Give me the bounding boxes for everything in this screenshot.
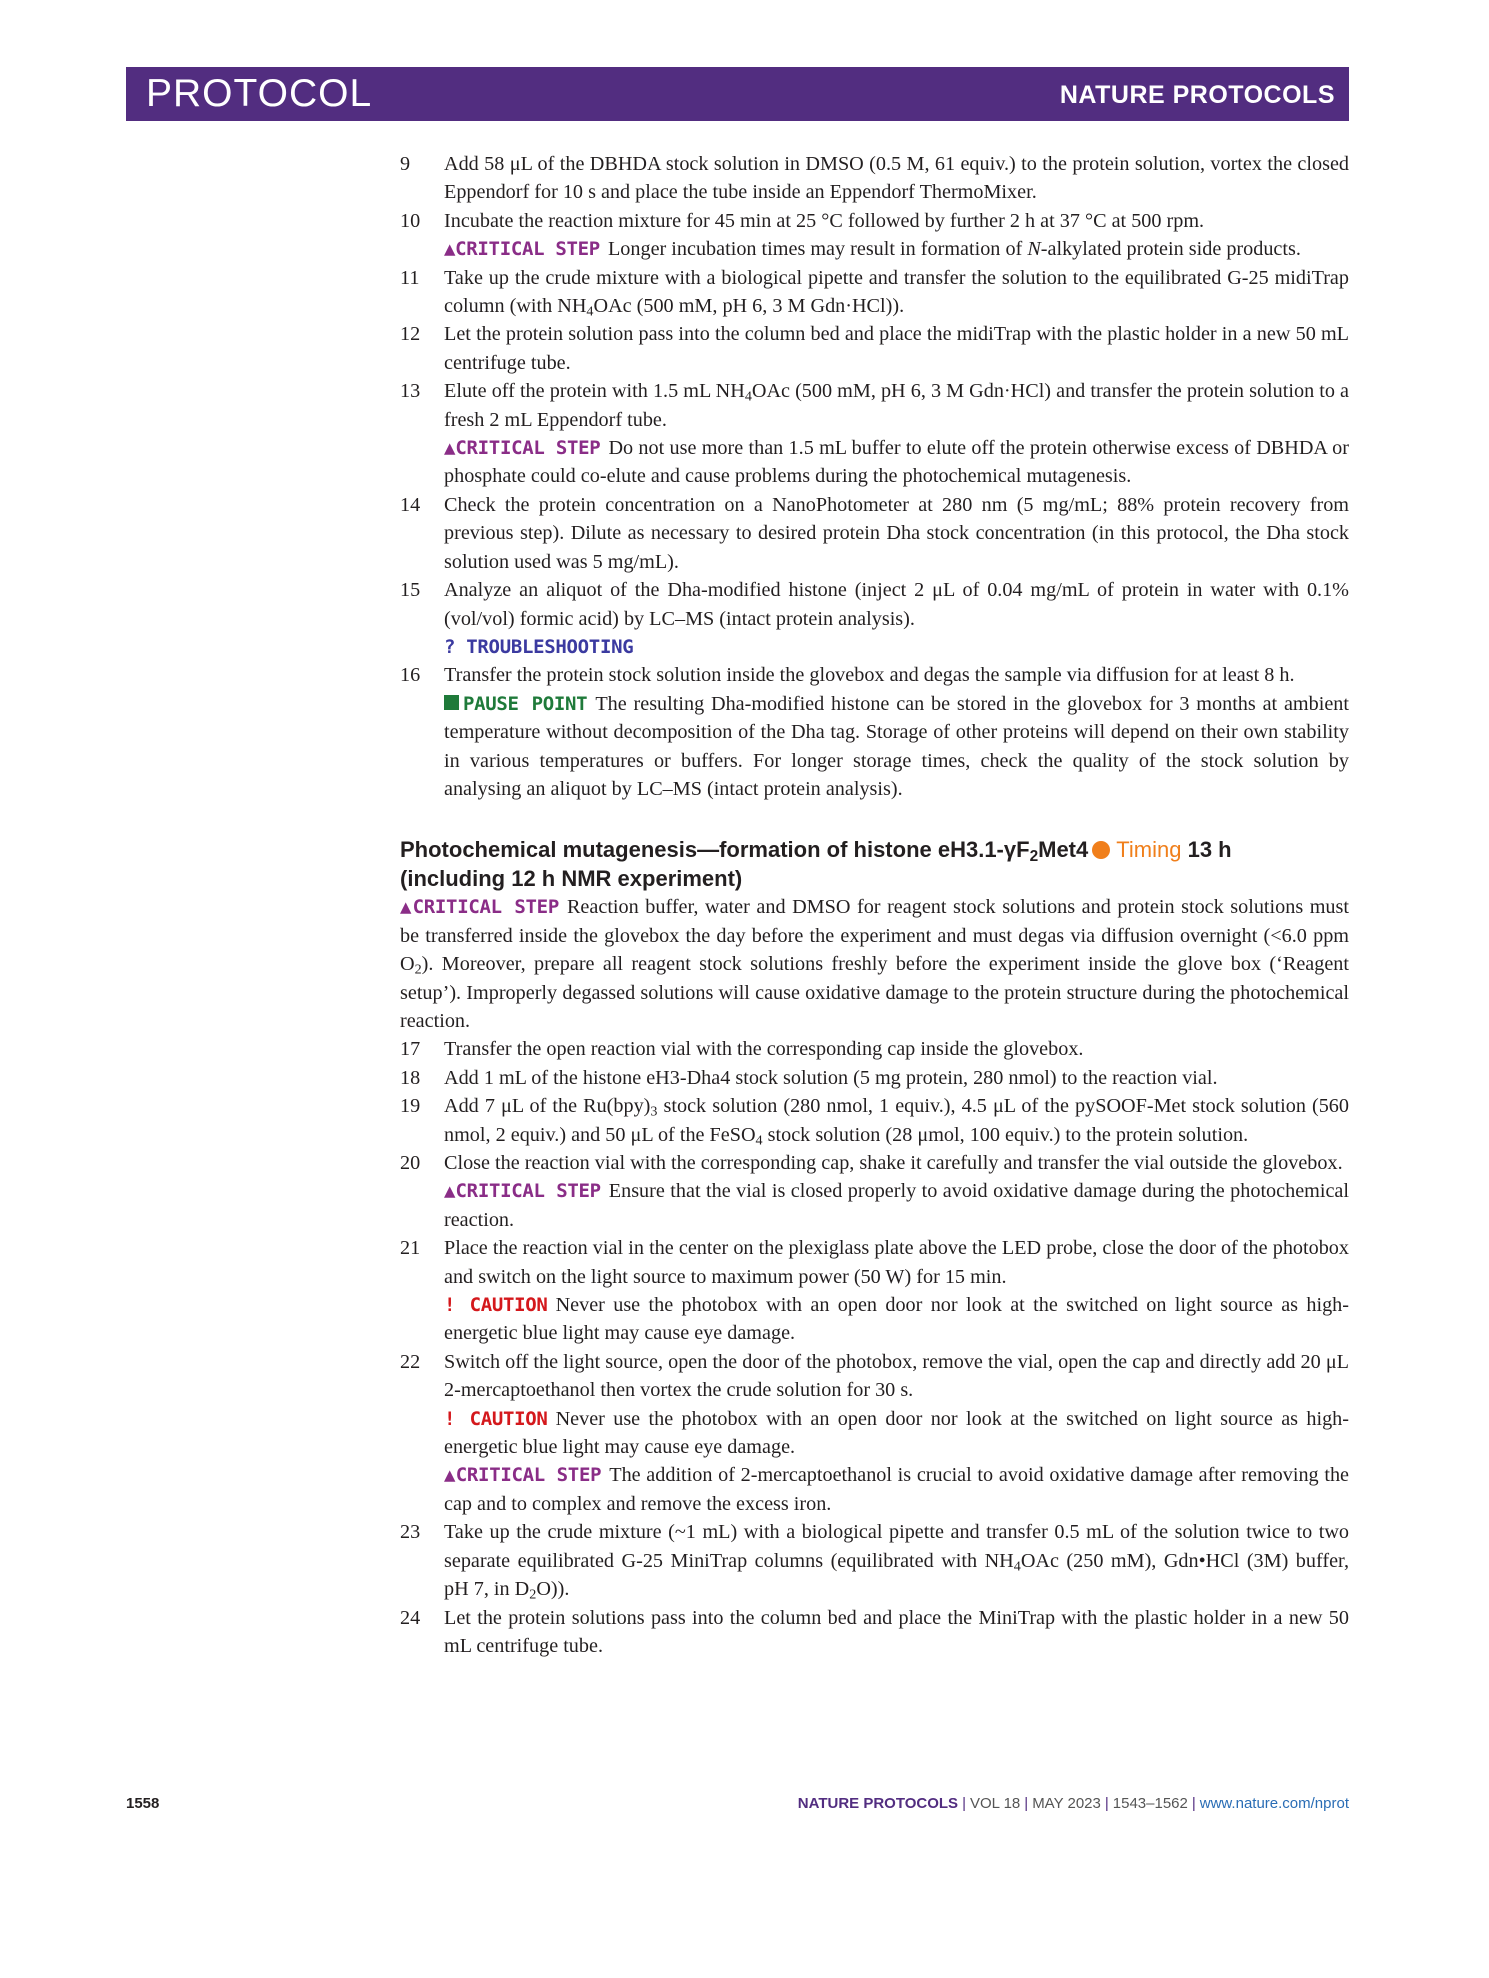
pause-point-note: PAUSE POINT The resulting Dha-modified histone can be stored in the glovebox for 3 months at ambient temperature without decomposition of the Dha tag. Storage of other proteins will depend on their own stability in various temperatures or buffers. For longer storage times, check the quality of the stock solution by analysing an aliquot by LC–MS (intact protein analysis).	[444, 692, 1349, 800]
step-number: 24	[400, 1606, 421, 1629]
footer-date: MAY 2023	[1032, 1795, 1101, 1812]
step-11: 11 Take up the crude mixture with a biological pipette and transfer the solution to the equilibrated G-25 midiTrap column (with $NH_4OAc$ (500 mM, pH 6, 3 M Gdn·HCl)).	[400, 264, 1349, 321]
step-15	[400, 576, 1349, 633]
caution-tag: ! CAUTION	[444, 1407, 548, 1430]
step-9	[400, 150, 1349, 207]
footer-volume: VOL 18	[969, 1795, 1021, 1812]
footer-url-link[interactable]: www.nature.com/nprot	[1199, 1795, 1349, 1812]
header-banner	[126, 67, 1349, 121]
header-protocol-label: PROTOCOL	[146, 72, 373, 115]
critical-step-tag: ▲CRITICAL STEP	[444, 1464, 602, 1487]
section-heading-line2: (including 12 h NMR experiment)	[400, 866, 743, 892]
pause-square-icon	[444, 695, 459, 710]
step-number: 14	[400, 493, 421, 516]
step-text: Incubate the reaction mixture for 45 min at 25 °C followed by further 2 h at 37 °C at 500 rpm.	[444, 209, 1205, 232]
critical-step-note: ▲CRITICAL STEP Do not use more than 1.5 mL buffer to elute off the protein otherwise excess of DBHDA or phosphate could co-elute and cause problems during the photochemical mutagenesis.	[444, 437, 1349, 488]
critical-step-tag: ▲CRITICAL STEP	[400, 896, 559, 919]
step-number: 19	[400, 1095, 421, 1118]
step-number: 12	[400, 323, 421, 346]
step-text: Place the reaction vial in the center on the plexiglass plate above the LED probe, close the door of the photobox and switch on the light source to maximum power (50 W) for 15 min.	[444, 1237, 1349, 1288]
page-number: 1558	[126, 1795, 160, 1812]
critical-step-note: ▲CRITICAL STEP Longer incubation times may result in formation of N-alkylated protein side products.	[444, 238, 1301, 261]
step-14	[400, 491, 1349, 576]
pause-point-tag: PAUSE POINT	[463, 692, 588, 715]
step-22	[400, 1348, 1349, 1405]
page-footer	[126, 1795, 1349, 1819]
step-number: 18	[400, 1066, 421, 1089]
step-text: Close the reaction vial with the corresponding cap, shake it carefully and transfer the vial outside the glovebox.	[444, 1152, 1343, 1174]
troubleshooting-note	[400, 633, 1349, 661]
step-16	[400, 661, 1349, 689]
step-10	[400, 207, 1349, 235]
step-number: 21	[400, 1237, 421, 1260]
step-number: 11	[400, 266, 420, 289]
step-number: 9	[400, 153, 411, 175]
step-number: 23	[400, 1521, 421, 1544]
timing-label: Timing	[1116, 837, 1182, 863]
page-body	[400, 150, 1349, 1660]
step-text: Switch off the light source, open the door of the photobox, remove the vial, open the cap and directly add 20 μL 2-mercaptoethanol then vortex the crude solution for 30 s.	[444, 1350, 1349, 1402]
step-number: 17	[400, 1038, 421, 1061]
step-24	[400, 1604, 1349, 1661]
section-critical-note: ▲CRITICAL STEP Reaction buffer, water and DMSO for reagent stock solutions and protein stock solutions must be transferred inside the glovebox the day before the experiment and must degas via diffusion overnight (<6.0 ppm $O_2$). Moreover, prepare all reagent stock solutions freshly before the experiment inside the glove box (‘Reagent setup’). Improperly degassed solutions will cause oxidative damage to the protein structure during the photochemical reaction.	[400, 896, 1349, 1032]
step-number: 15	[400, 579, 421, 602]
critical-step-tag: ▲CRITICAL STEP	[444, 238, 600, 261]
step-23: 23 Take up the crude mixture (~1 mL) with a biological pipette and transfer 0.5 mL of the solution twice to two separate equilibrated G-25 MiniTrap columns (equilibrated with $NH_4OAc$ (250 mM), Gdn•HCl (3M) buffer, pH 7, in $D_2O$)).	[400, 1518, 1349, 1603]
step-text: Let the protein solution pass into the column bed and place the midiTrap with the plastic holder in a new 50 mL centrifuge tube.	[444, 323, 1349, 374]
step-text: Transfer the protein stock solution inside the glovebox and degas the sample via diffusion for at least 8 h.	[444, 664, 1295, 687]
step-number: 13	[400, 380, 421, 403]
troubleshooting-tag: ? TROUBLESHOOTING	[444, 635, 634, 658]
step-20	[400, 1149, 1349, 1177]
step-17	[400, 1035, 1349, 1063]
step-number: 10	[400, 209, 421, 232]
step-12	[400, 320, 1349, 377]
step-21	[400, 1234, 1349, 1291]
critical-step-tag: ▲CRITICAL STEP	[444, 437, 601, 460]
timing-value: 13 h	[1187, 837, 1232, 863]
step-19: 19 Add 7 μL of the $Ru(bpy)_3$ stock solution (280 nmol, 1 equiv.), 4.5 μL of the pySOOF-Met stock solution (560 nmol, 2 equiv.) and 50 μL of the FeSO$_4$ stock solution (28 μmol, 100 equiv.) to the protein solution.	[400, 1092, 1349, 1149]
step-text: Transfer the open reaction vial with the corresponding cap inside the glovebox.	[444, 1038, 1084, 1061]
step-text: Check the protein concentration on a NanoPhotometer at 280 nm (5 mg/mL; 88% protein recovery from previous step). Dilute as necessary to desired protein Dha stock concentration (in this protocol, the Dha stock solution used was 5 mg/mL).	[444, 493, 1349, 573]
step-text: Add 58 μL of the DBHDA stock solution in DMSO (0.5 M, 61 equiv.) to the protein solution, vortex the closed Eppendorf for 10 s and place the tube inside an Eppendorf ThermoMixer.	[444, 153, 1349, 204]
step-18	[400, 1064, 1349, 1092]
critical-step-note: ▲CRITICAL STEP Ensure that the vial is closed properly to avoid oxidative damage during the photochemical reaction.	[444, 1180, 1349, 1231]
step-13: 13 Elute off the protein with 1.5 mL $NH_4OAc$ (500 mM, pH 6, 3 M Gdn·HCl) and transfer the protein solution to a fresh 2 mL Eppendorf tube.	[400, 377, 1349, 434]
caution-tag: ! CAUTION	[444, 1294, 548, 1317]
step-number: 20	[400, 1152, 421, 1174]
footer-citation: NATURE PROTOCOLS | VOL 18 | MAY 2023 | 1543–1562 | www.nature.com/nprot	[797, 1795, 1349, 1812]
step-number: 22	[400, 1350, 421, 1373]
timing-dot-icon	[1092, 841, 1110, 859]
footer-pages: 1543–1562	[1112, 1795, 1188, 1812]
caution-note: ! CAUTION Never use the photobox with an open door nor look at the switched on light source as high-energetic blue light may cause eye damage.	[444, 1407, 1349, 1459]
step-text: Add 1 mL of the histone eH3-Dha4 stock solution (5 mg protein, 280 nmol) to the reaction vial.	[444, 1066, 1218, 1089]
critical-step-tag: ▲CRITICAL STEP	[444, 1180, 601, 1203]
step-number: 16	[400, 664, 421, 687]
step-text: Analyze an aliquot of the Dha-modified histone (inject 2 μL of 0.04 mg/mL of protein in water with 0.1% (vol/vol) formic acid) by LC–MS (intact protein analysis).	[444, 579, 1349, 630]
footer-journal: NATURE PROTOCOLS	[797, 1795, 959, 1812]
caution-note: ! CAUTION Never use the photobox with an open door nor look at the switched on light source as high-energetic blue light may cause eye damage.	[444, 1294, 1349, 1345]
critical-step-note: ▲CRITICAL STEP The addition of 2-mercaptoethanol is crucial to avoid oxidative damage after removing the cap and to complex and remove the excess iron.	[444, 1464, 1350, 1515]
section-heading: Photochemical mutagenesis—formation of histone $eH3.1-\gamma F_2Met4$ Timing 13 h (including 12 h NMR experiment)	[400, 837, 1232, 892]
step-text: Let the protein solutions pass into the column bed and place the MiniTrap with the plastic holder in a new 50 mL centrifuge tube.	[444, 1606, 1349, 1657]
header-journal-label: NATURE PROTOCOLS	[1059, 81, 1335, 109]
